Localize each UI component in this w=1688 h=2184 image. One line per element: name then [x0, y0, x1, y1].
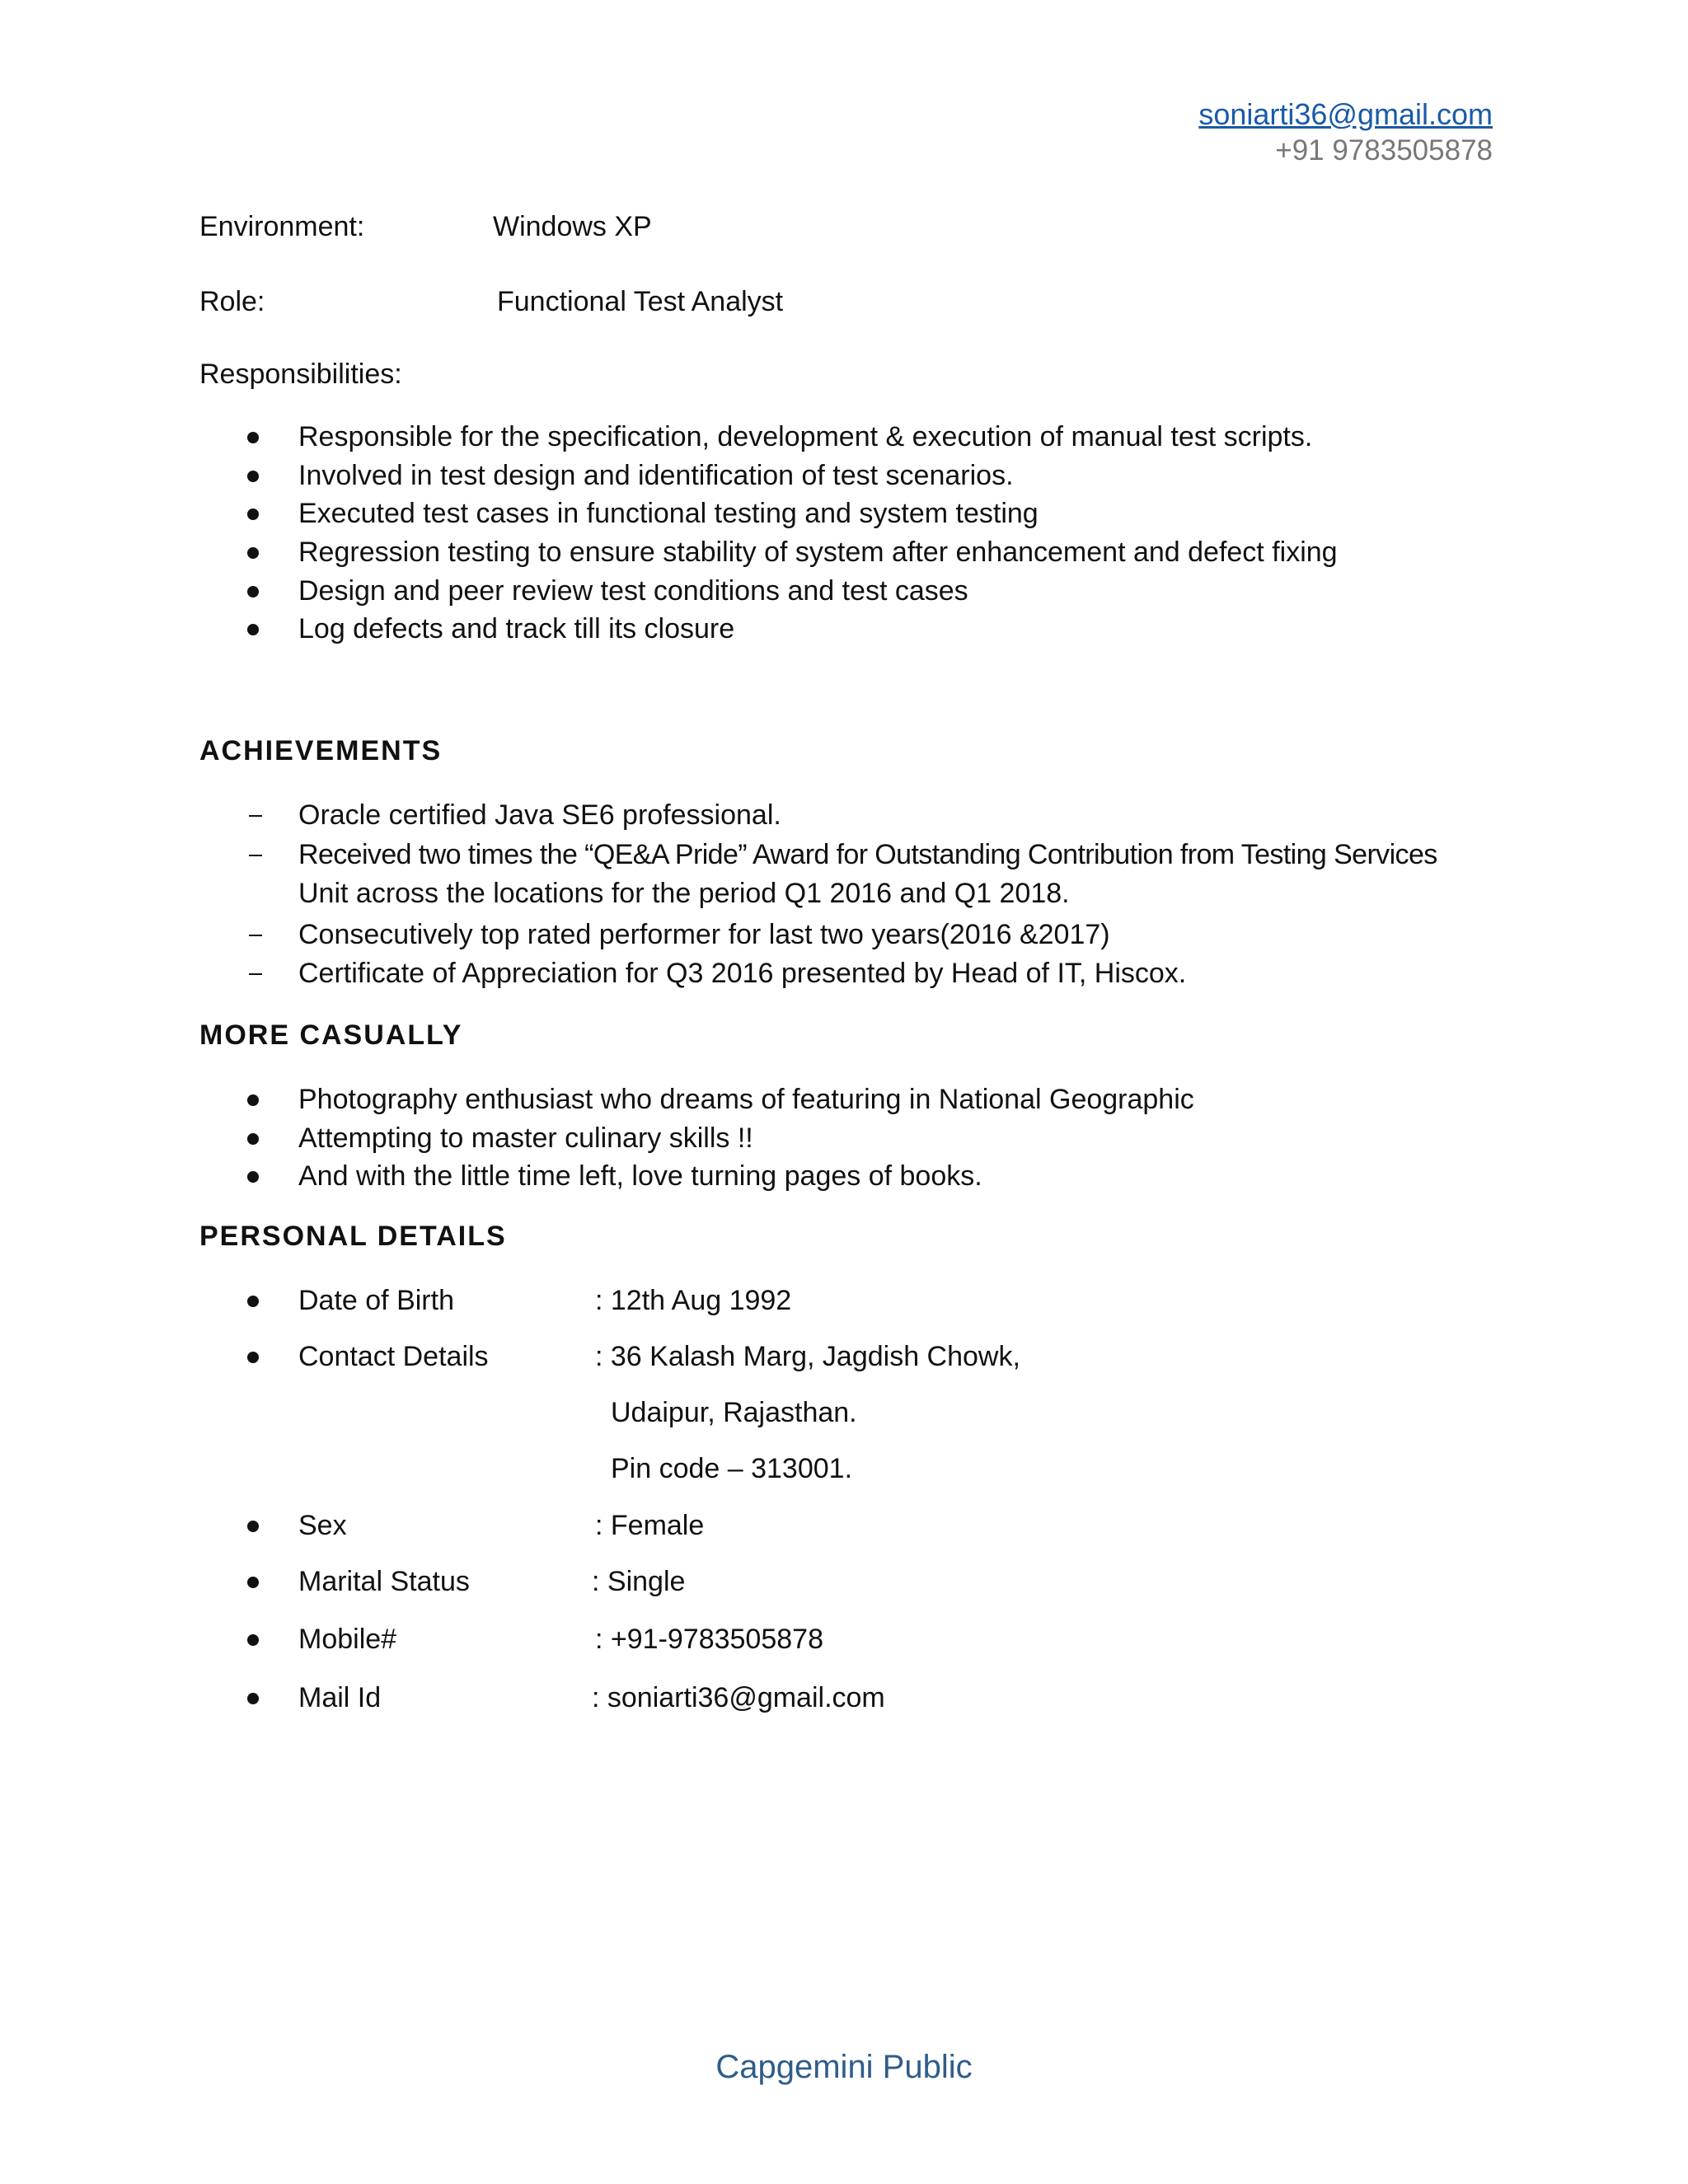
list-item: Photography enthusiast who dreams of featuring in National Geographic [298, 1084, 1194, 1115]
bullet-icon [247, 1133, 259, 1145]
bullet-icon [247, 1094, 259, 1106]
list-item: Received two times the “QE&A Pride” Award for Outstanding Contribution from Testing Services [298, 839, 1437, 870]
bullet-icon [247, 1352, 259, 1363]
marital-value: : Single [592, 1566, 686, 1597]
dash-icon [249, 973, 262, 975]
bullet-icon [247, 509, 259, 520]
bullet-icon [247, 1171, 259, 1183]
list-item: Attempting to master culinary skills !! [298, 1122, 753, 1154]
dash-icon [249, 935, 262, 936]
list-item: Involved in test design and identification of test scenarios. [298, 460, 1014, 491]
contact-address-line: Pin code – 313001. [611, 1453, 853, 1484]
role-value: Functional Test Analyst [497, 286, 784, 317]
dob-label: Date of Birth [298, 1285, 454, 1316]
mail-label: Mail Id [298, 1682, 382, 1713]
phone-number: +91 9783505878 [1275, 134, 1493, 166]
email-link[interactable]: soniarti36@gmail.com [1198, 97, 1493, 131]
personal-heading: PERSONAL DETAILS [199, 1221, 507, 1252]
responsibilities-label: Responsibilities: [199, 359, 402, 390]
list-item: Regression testing to ensure stability of system after enhancement and defect fixing [298, 537, 1338, 568]
list-item: Executed test cases in functional testing and system testing [298, 498, 1039, 529]
bullet-icon [247, 547, 259, 559]
bullet-icon [247, 1521, 259, 1532]
list-item: Certificate of Appreciation for Q3 2016 presented by Head of IT, Hiscox. [298, 958, 1187, 989]
dash-icon [249, 855, 262, 856]
bullet-icon [247, 1577, 259, 1588]
bullet-icon [247, 1634, 259, 1646]
marital-label: Marital Status [298, 1566, 470, 1597]
casually-heading: MORE CASUALLY [199, 1019, 463, 1051]
dash-icon [249, 815, 262, 817]
list-item-continuation: Unit across the locations for the period Q1 2016 and Q1 2018. [298, 878, 1070, 909]
sex-label: Sex [298, 1510, 347, 1541]
mail-value: : soniarti36@gmail.com [592, 1682, 885, 1713]
contact-address-line: : 36 Kalash Marg, Jagdish Chowk, [595, 1341, 1020, 1372]
list-item: Responsible for the specification, development & execution of manual test scripts. [298, 421, 1313, 452]
mobile-label: Mobile# [298, 1624, 397, 1655]
list-item: Log defects and track till its closure [298, 613, 735, 644]
list-item: Oracle certified Java SE6 professional. [298, 799, 781, 831]
bullet-icon [247, 624, 259, 635]
footer-classification: Capgemini Public [715, 2049, 973, 2085]
environment-label: Environment: [199, 211, 365, 242]
list-item: And with the little time left, love turning pages of books. [298, 1160, 982, 1192]
environment-value: Windows XP [493, 211, 652, 242]
role-label: Role: [199, 286, 265, 317]
contact-address-line: Udaipur, Rajasthan. [611, 1397, 857, 1428]
bullet-icon [247, 432, 259, 443]
mobile-value: : +91-9783505878 [595, 1624, 823, 1655]
bullet-icon [247, 471, 259, 482]
achievements-heading: ACHIEVEMENTS [199, 735, 443, 766]
bullet-icon [247, 1693, 259, 1704]
bullet-icon [247, 1296, 259, 1307]
bullet-icon [247, 586, 259, 598]
contact-label: Contact Details [298, 1341, 489, 1372]
list-item: Design and peer review test conditions and test cases [298, 575, 968, 607]
dob-value: : 12th Aug 1992 [595, 1285, 792, 1316]
sex-value: : Female [595, 1510, 705, 1541]
list-item: Consecutively top rated performer for last two years(2016 &2017) [298, 919, 1110, 950]
